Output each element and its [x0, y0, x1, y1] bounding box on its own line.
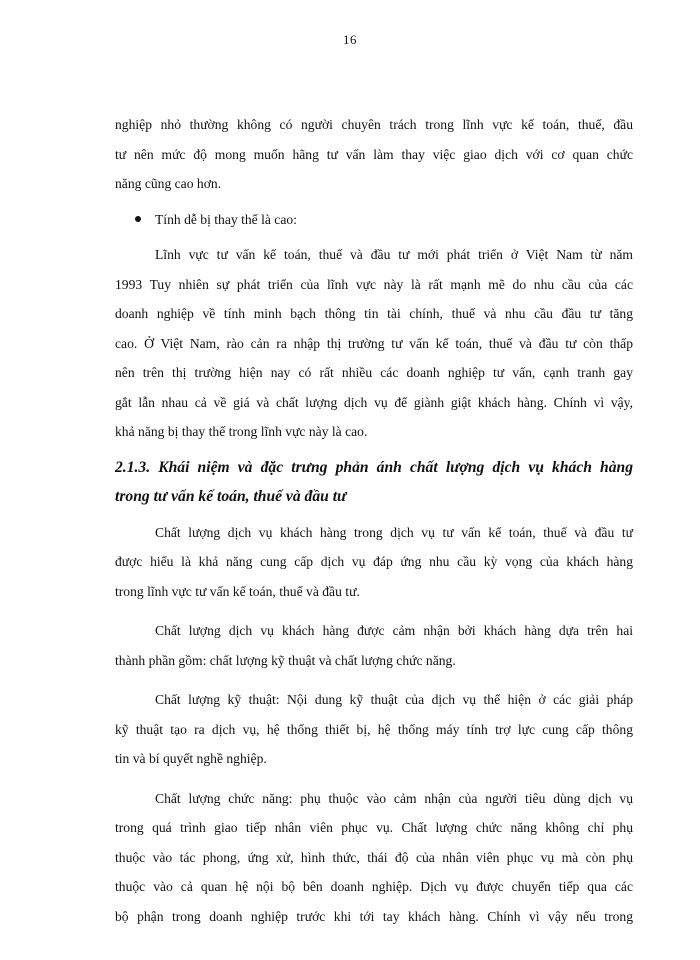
- paragraph-4: [115, 616, 633, 675]
- section-heading: [115, 453, 633, 512]
- text-line: Chất lượng dịch vụ khách hàng trong dịch vụ tư vấn kế toán, thuế và đầu tư: [155, 524, 633, 540]
- page-number: 16: [343, 32, 357, 47]
- text-line: thuộc vào tác phong, ứng xử, hình thức, thái độ của nhân viên phục vụ mà còn phụ: [115, 849, 633, 865]
- text-line: thành phần gồm: chất lượng kỹ thuật và chất lượng chức năng.: [115, 652, 456, 668]
- text-line: 1993 Tuy nhiên sự phát triển của lĩnh vực này là rất mạnh mẽ do nhu cầu của các: [115, 276, 633, 292]
- text-line: doanh nghiệp về tính minh bạch thông tin tài chính, thuế và nhu cầu đầu tư tăng: [115, 306, 633, 321]
- text-line: trong lĩnh vực tư vấn kế toán, thuế và đầu tư.: [115, 583, 360, 599]
- bullet-item: [115, 205, 633, 235]
- text-line: được hiểu là khả năng cung cấp dịch vụ đáp ứng nhu cầu kỳ vọng của khách hàng: [115, 554, 633, 569]
- heading-line: trong tư vấn kế toán, thuế và đầu tư: [115, 488, 347, 505]
- bullet-icon: [135, 216, 141, 222]
- paragraph-6: [115, 784, 633, 932]
- text-line: nghiệp nhỏ thường không có người chuyên trách trong lĩnh vực kế toán, thuế, đầu: [115, 117, 633, 132]
- text-line: cao. Ở Việt Nam, rào cản ra nhập thị trường tư vấn kế toán, thuế và đầu tư còn thấp: [115, 335, 633, 351]
- document-body: [115, 110, 633, 931]
- text-line: Chất lượng chức năng: phụ thuộc vào cảm nhận của người tiêu dùng dịch vụ: [155, 790, 633, 806]
- text-line: gắt lẫn nhau cả về giá và chất lượng dịch vụ để giành giật khách hàng. Chính vì vậy,: [115, 394, 633, 410]
- paragraph-2: [115, 240, 633, 447]
- paragraph-1: [115, 110, 633, 199]
- heading-line: 2.1.3. Khái niệm và đặc trưng phản ánh chất lượng dịch vụ khách hàng: [115, 458, 633, 476]
- text-line: Chất lượng dịch vụ khách hàng được cảm nhận bởi khách hàng dựa trên hai: [155, 623, 633, 638]
- text-line: nên trên thị trường hiện nay có rất nhiều các doanh nghiệp tư vấn, cạnh tranh gay: [115, 365, 633, 380]
- paragraph-5: [115, 685, 633, 774]
- text-line: tư nên mức độ mong muốn hãng tư vấn làm thay việc giao dịch với cơ quan chức: [115, 146, 633, 162]
- text-line: khả năng bị thay thế trong lĩnh vực này là cao.: [115, 424, 368, 439]
- text-line: trong quá trình giao tiếp nhân viên phục vụ. Chất lượng chức năng không chỉ phụ: [115, 820, 633, 835]
- text-line: thuộc vào cả quan hệ nội bộ bên doanh nghiệp. Dịch vụ được chuyển tiếp qua các: [115, 879, 633, 894]
- text-line: tin và bí quyết nghề nghiệp.: [115, 751, 267, 766]
- text-line: năng cũng cao hơn.: [115, 176, 222, 191]
- text-line: kỹ thuật tạo ra dịch vụ, hệ thống thiết bị, hệ thống máy tính trợ lực cung cấp thông: [115, 721, 633, 737]
- text-line: Chất lượng kỹ thuật: Nội dung kỹ thuật của dịch vụ thể hiện ở các giải pháp: [155, 692, 633, 707]
- paragraph-3: [115, 518, 633, 607]
- text-line: bộ phận trong doanh nghiệp trước khi tới tay khách hàng. Chính vì vậy nếu trong: [115, 908, 633, 924]
- text-line: Lĩnh vực tư vấn kế toán, thuế và đầu tư mới phát triển ở Việt Nam từ năm: [155, 247, 633, 262]
- bullet-text: Tính dễ bị thay thế là cao:: [155, 211, 297, 227]
